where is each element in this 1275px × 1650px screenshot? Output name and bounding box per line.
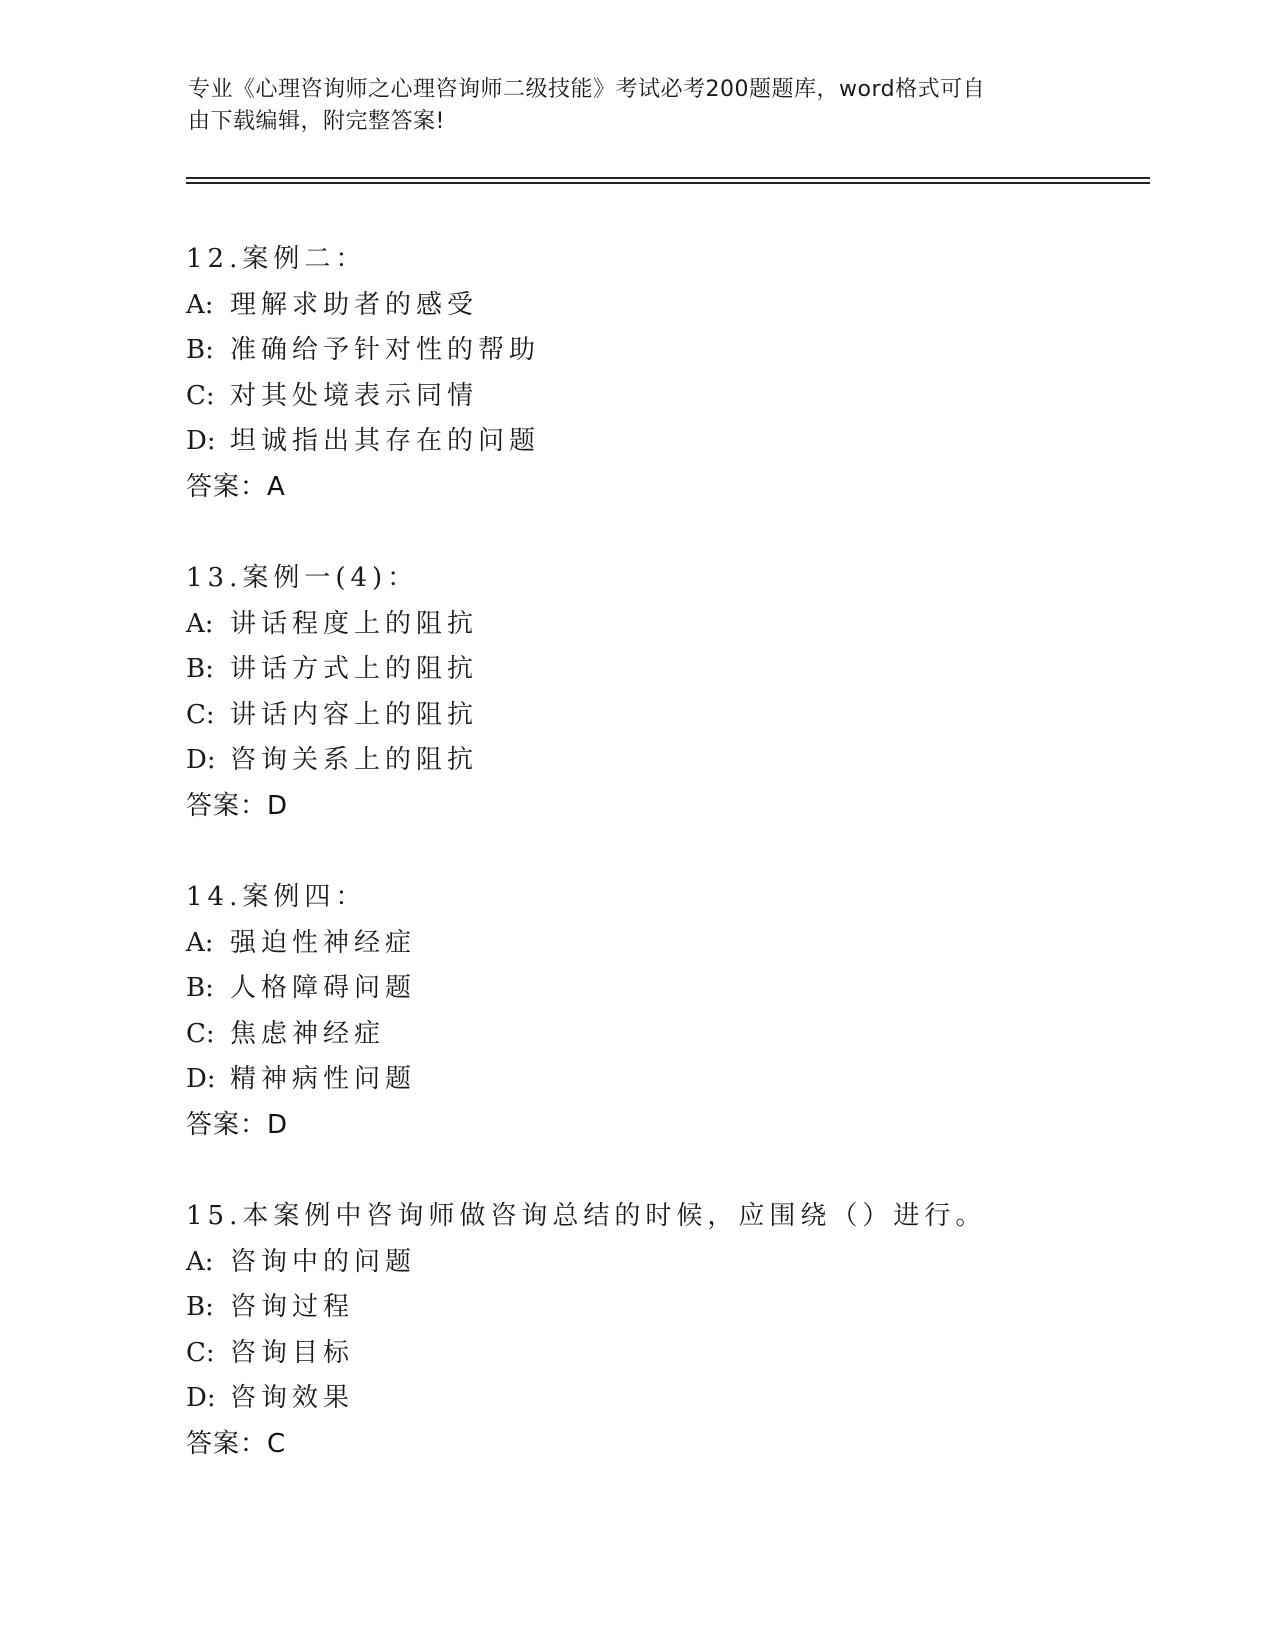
option-letter: C:: [186, 699, 215, 730]
document-header: [188, 74, 1068, 138]
option-letter: C:: [186, 1018, 215, 1049]
option-a: [186, 602, 1146, 648]
question-list: [186, 237, 1146, 1467]
header-intro-line-1: 专业《心理咨询师之心理咨询师二级技能》考试必考200题题库，word格式可自: [188, 77, 986, 102]
answer-line: 答案：D: [186, 790, 289, 821]
option-text: 咨询效果: [230, 1383, 355, 1413]
question-block-12: [186, 237, 1146, 510]
option-letter: D:: [186, 1383, 216, 1413]
option-d: [186, 1376, 1146, 1422]
option-letter: B:: [186, 1292, 214, 1322]
question-block-14: [186, 875, 1146, 1148]
question-stem: 14.案例四：: [186, 882, 367, 912]
option-d: [186, 419, 1146, 465]
option-letter: B:: [186, 335, 214, 365]
option-letter: D:: [186, 1064, 216, 1094]
option-letter: D:: [186, 426, 216, 456]
option-d: [186, 738, 1146, 784]
option-a: [186, 921, 1146, 967]
question-stem: 12.案例二：: [186, 244, 367, 274]
answer-line: 答案：D: [186, 1109, 289, 1140]
option-b: [186, 966, 1146, 1012]
option-text: 讲话程度上的阻抗: [230, 608, 479, 639]
option-c: [186, 1012, 1146, 1058]
option-b: [186, 1285, 1146, 1331]
question-block-13: [186, 556, 1146, 829]
question-stem: 15.本案例中咨询师做咨询总结的时候，应围绕（）进行。: [186, 1201, 987, 1231]
option-c: [186, 1331, 1146, 1377]
option-b: [186, 328, 1146, 374]
option-a: [186, 1240, 1146, 1286]
option-c: [186, 374, 1146, 420]
option-letter: A:: [186, 927, 214, 958]
question-stem: 13.案例一(4)：: [186, 563, 419, 593]
header-divider-bottom: [186, 182, 1150, 184]
option-text: 讲话方式上的阻抗: [230, 654, 479, 684]
option-letter: D:: [186, 745, 216, 775]
option-text: 焦虑神经症: [230, 1018, 386, 1049]
option-text: 坦诚指出其存在的问题: [230, 426, 541, 456]
option-letter: B:: [186, 654, 214, 684]
option-text: 人格障碍问题: [230, 973, 417, 1003]
option-a: [186, 283, 1146, 329]
answer-line: 答案：C: [186, 1428, 287, 1459]
option-text: 咨询中的问题: [230, 1246, 417, 1277]
question-block-15: [186, 1194, 1146, 1467]
header-intro-line-2: 由下载编辑，附完整答案!: [188, 109, 445, 134]
answer-line: 答案：A: [186, 471, 286, 502]
option-text: 理解求助者的感受: [230, 289, 479, 320]
header-divider-top: [186, 177, 1150, 179]
option-letter: B:: [186, 973, 214, 1003]
option-text: 咨询目标: [230, 1337, 355, 1368]
option-letter: C:: [186, 380, 215, 411]
option-c: [186, 693, 1146, 739]
option-b: [186, 647, 1146, 693]
option-text: 对其处境表示同情: [230, 380, 479, 411]
option-text: 咨询过程: [230, 1292, 355, 1322]
option-letter: A:: [186, 289, 214, 320]
option-text: 咨询关系上的阻抗: [230, 745, 479, 775]
option-text: 讲话内容上的阻抗: [230, 699, 479, 730]
option-letter: C:: [186, 1337, 215, 1368]
option-letter: A:: [186, 608, 214, 639]
option-text: 强迫性神经症: [230, 927, 417, 958]
option-text: 准确给予针对性的帮助: [230, 335, 541, 365]
option-d: [186, 1057, 1146, 1103]
option-text: 精神病性问题: [230, 1064, 417, 1094]
option-letter: A:: [186, 1246, 214, 1277]
